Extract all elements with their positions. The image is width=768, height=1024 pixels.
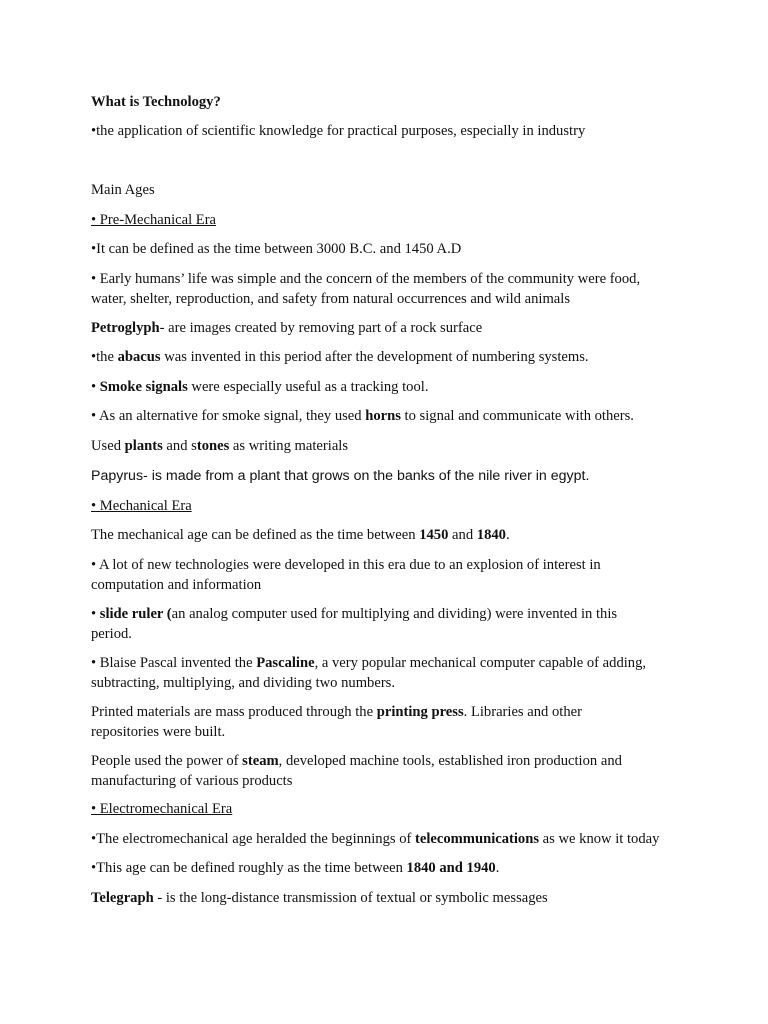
telegraph-term: Telegraph [91, 890, 154, 906]
printing-press-paragraph: Printed materials are mass produced through the printing press. Libraries and other repositories were built. [91, 704, 582, 740]
printing-press-term: printing press [376, 704, 464, 720]
mechanical-heading: • Mechanical Era [91, 498, 192, 514]
petroglyph-term: Petroglyph [91, 320, 160, 336]
petroglyph-paragraph: Petroglyph- are images created by removing part of a rock surface [91, 320, 483, 336]
new-technologies-paragraph: • A lot of new technologies were developed in this era due to an explosion of interest in computation and information [91, 557, 601, 593]
pascaline-paragraph: • Blaise Pascal invented the Pascaline, a very popular mechanical computer capable of adding, subtracting, multiplying, and dividing two numbers. [91, 655, 647, 691]
mechanical-timeframe: The mechanical age can be defined as the time between 1450 and 1840. [91, 527, 510, 543]
abacus-term: abacus [117, 349, 161, 365]
writing-materials-paragraph: Used plants and stones as writing materials [91, 438, 349, 454]
smoke-signals-term: Smoke signals [99, 379, 188, 395]
papyrus-paragraph: Papyrus- is made from a plant that grows on the banks of the nile river in egypt. [91, 468, 590, 484]
main-ages-heading: Main Ages [91, 182, 155, 198]
doc-title: What is Technology? [91, 94, 221, 110]
steam-term: steam [242, 753, 279, 769]
horns-term: horns [365, 408, 401, 424]
electromechanical-timeframe: •This age can be defined roughly as the time between 1840 and 1940. [91, 860, 500, 876]
slide-ruler-paragraph: • slide ruler (an analog computer used for multiplying and dividing) were invented in this period. [91, 606, 618, 642]
horns-paragraph: • As an alternative for smoke signal, they used horns to signal and communicate with others. [91, 408, 634, 424]
telegraph-paragraph: Telegraph - is the long-distance transmission of textual or symbolic messages [91, 890, 548, 906]
telecommunications-term: telecommunications [415, 831, 540, 847]
slide-ruler-term: slide ruler ( [99, 606, 172, 622]
smoke-signals-paragraph: • Smoke signals were especially useful as a tracking tool. [91, 379, 429, 395]
steam-paragraph: People used the power of steam, developed machine tools, established iron production and manufacturing of various products [91, 753, 622, 789]
early-humans-paragraph: • Early humans’ life was simple and the concern of the members of the community were food, water, shelter, reproduction, and safety from natural occurrences and wild animals [91, 271, 641, 307]
pre-mechanical-heading: • Pre-Mechanical Era [91, 212, 217, 228]
definition-text: •the application of scientific knowledge for practical purposes, especially in industry [91, 123, 586, 139]
abacus-paragraph: •the abacus was invented in this period after the development of numbering systems. [91, 349, 589, 365]
pascaline-term: Pascaline [256, 655, 315, 671]
telecommunications-paragraph: •The electromechanical age heralded the beginnings of telecommunications as we know it today [91, 831, 660, 847]
pre-mechanical-timeframe: •It can be defined as the time between 3000 B.C. and 1450 A.D [91, 241, 462, 257]
electromechanical-heading: • Electromechanical Era [91, 801, 233, 817]
